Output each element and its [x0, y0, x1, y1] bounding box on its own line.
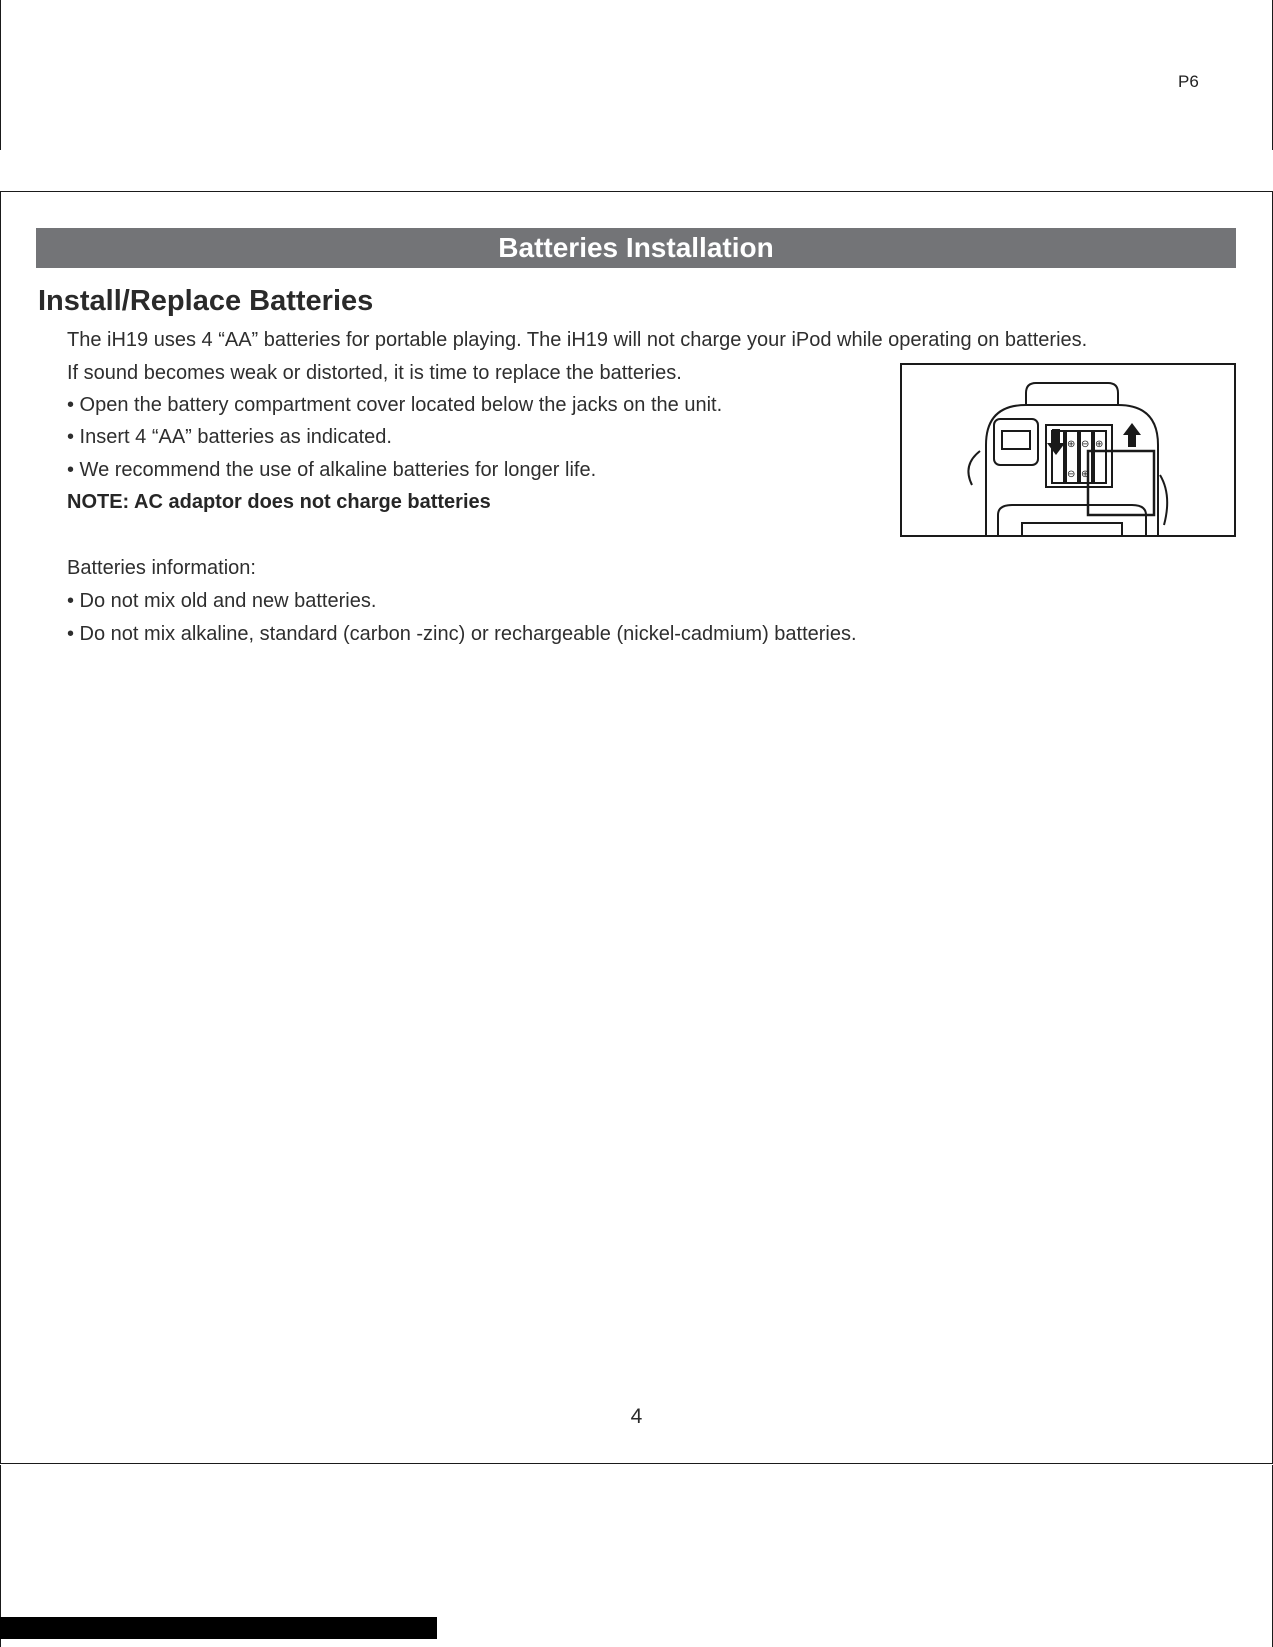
- info-bullet-battery-types: • Do not mix alkaline, standard (carbon -zinc) or rechargeable (nickel-cadmium) batteries.: [67, 623, 857, 645]
- svg-text:⊖: ⊖: [1067, 469, 1076, 480]
- section-title: Batteries Installation: [36, 228, 1236, 268]
- note-ac-adaptor: NOTE: AC adaptor does not charge batteries: [67, 491, 491, 513]
- page-label: P6: [1178, 72, 1199, 91]
- svg-text:⊕: ⊕: [1067, 439, 1076, 450]
- bullet-open-cover: • Open the battery compartment cover located below the jacks on the unit.: [67, 394, 723, 416]
- crop-mark-top-left: [0, 0, 1, 150]
- info-heading: Batteries information:: [67, 557, 256, 579]
- footer-bar: [0, 1617, 437, 1639]
- svg-text:⊕: ⊕: [1095, 439, 1104, 450]
- svg-text:⊖: ⊖: [1081, 439, 1090, 450]
- page-number: 4: [630, 1405, 643, 1428]
- battery-compartment-illustration: [900, 363, 1236, 537]
- subheading: Install/Replace Batteries: [38, 285, 374, 317]
- page-frame: [0, 191, 1273, 1464]
- bullet-alkaline: • We recommend the use of alkaline batteries for longer life.: [67, 459, 597, 481]
- body-line-1: The iH19 uses 4 “AA” batteries for portable playing. The iH19 will not charge your iPod while operating on batteries.: [67, 329, 1088, 351]
- bullet-insert-batteries: • Insert 4 “AA” batteries as indicated.: [67, 426, 392, 448]
- body-line-2: If sound becomes weak or distorted, it is time to replace the batteries.: [67, 362, 682, 384]
- battery-diagram-icon: [902, 365, 1234, 535]
- svg-text:⊕: ⊕: [1081, 469, 1090, 480]
- info-bullet-old-new: • Do not mix old and new batteries.: [67, 590, 377, 612]
